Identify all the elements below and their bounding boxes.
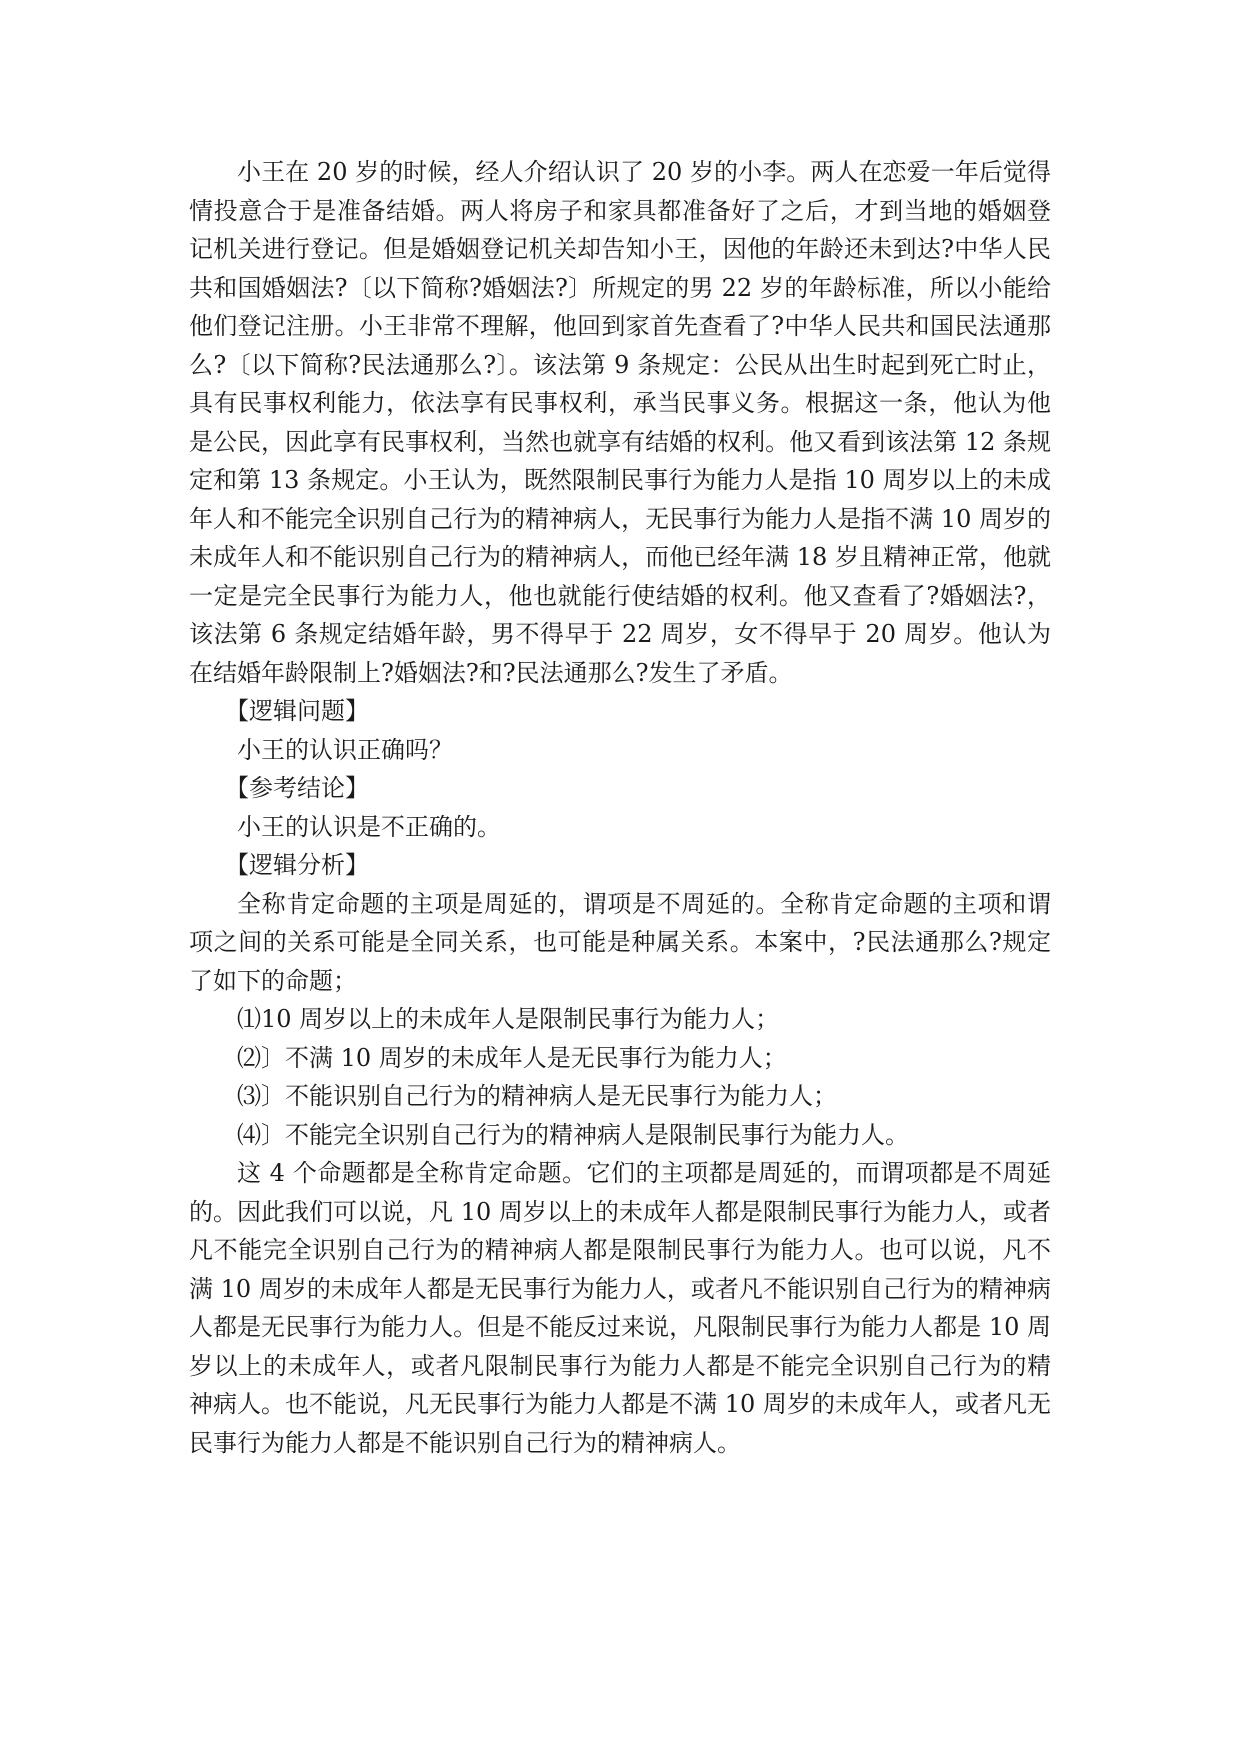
conclusion-text: 小王的认识是不正确的。 — [237, 812, 501, 841]
question-heading: 【逻辑问题】 — [225, 697, 369, 725]
proposition-item: ⑶〕不能识别自己行为的精神病人是无民事行为能力人； — [237, 1082, 837, 1110]
document-page — [189, 153, 1051, 1462]
conclusion-heading: 【参考结论】 — [225, 774, 369, 802]
analysis-heading: 【逻辑分析】 — [225, 851, 369, 879]
analysis-intro: 全称肯定命题的主项是周延的，谓项是不周延的。全称肯定命题的主项和谓项之间的关系可能是全同关系，也可能是种属关系。本案中，?民法通那么?规定了如下的命题； — [189, 889, 1051, 995]
analysis-conclusion: 这 4 个命题都是全称肯定命题。它们的主项都是周延的，而谓项都是不周延的。因此我们可以说，凡 10 周岁以上的未成年人都是限制民事行为能力人，或者凡不能完全识别自己行为的精神病人都是限制民事行为能力人。也可以说，凡不满 10 周岁的未成年人都是无民事行为能力人，或者凡不能识别自己行为的精神病人都是无民事行为能力人。但是不能反过来说，凡限制民事行为能力人都是 10 周岁以上的未成年人，或者凡限制民事行为能力人都是不能完全识别自己行为的精神病人。也不能说，凡无民事行为能力人都是不满 10 周岁的未成年人，或者凡无民事行为能力人都是不能识别自己行为的精神病人。 — [189, 1159, 1051, 1457]
proposition-item: ⑴10 周岁以上的未成年人是限制民事行为能力人； — [237, 1005, 780, 1033]
case-paragraph: 小王在 20 岁的时候，经人介绍认识了 20 岁的小李。两人在恋爱一年后觉得情投意合于是准备结婚。两人将房子和家具都准备好了之后，才到当地的婚姻登记机关进行登记。但是婚姻登记机关却告知小王，因他的年龄还未到达?中华人民共和国婚姻法?〔以下简称?婚姻法?〕所规定的男 22 岁的年龄标准，所以小能给他们登记注册。小王非常不理解，他回到家首先查看了?中华人民共和国民法通那么?〔以下简称?民法通那么?〕。该法第 9 条规定：公民从出生时起到死亡时止，具有民事权利能力，依法享有民事权利，承当民事义务。根据这一条，他认为他是公民，因此享有民事权利，当然也就享有结婚的权利。他又看到该法第 12 条规定和第 13 条规定。小王认为，既然限制民事行为能力人是指 10 周岁以上的未成年人和不能完全识别自己行为的精神病人，无民事行为能力人是指不满 10 周岁的未成年人和不能识别自己行为的精神病人，而他已经年满 18 岁且精神正常，他就一定是完全民事行为能力人，他也就能行使结婚的权利。他又查看了?婚姻法?，该法第 6 条规定结婚年龄，男不得早于 22 周岁，女不得早于 20 周岁。他认为在结婚年龄限制上?婚姻法?和?民法通那么?发生了矛盾。 — [189, 158, 1051, 687]
proposition-item: ⑷〕不能完全识别自己行为的精神病人是限制民事行为能力人。 — [237, 1120, 909, 1149]
proposition-item: ⑵〕不满 10 周岁的未成年人是无民事行为能力人； — [237, 1043, 787, 1072]
question-text: 小王的认识正确吗？ — [237, 735, 453, 764]
